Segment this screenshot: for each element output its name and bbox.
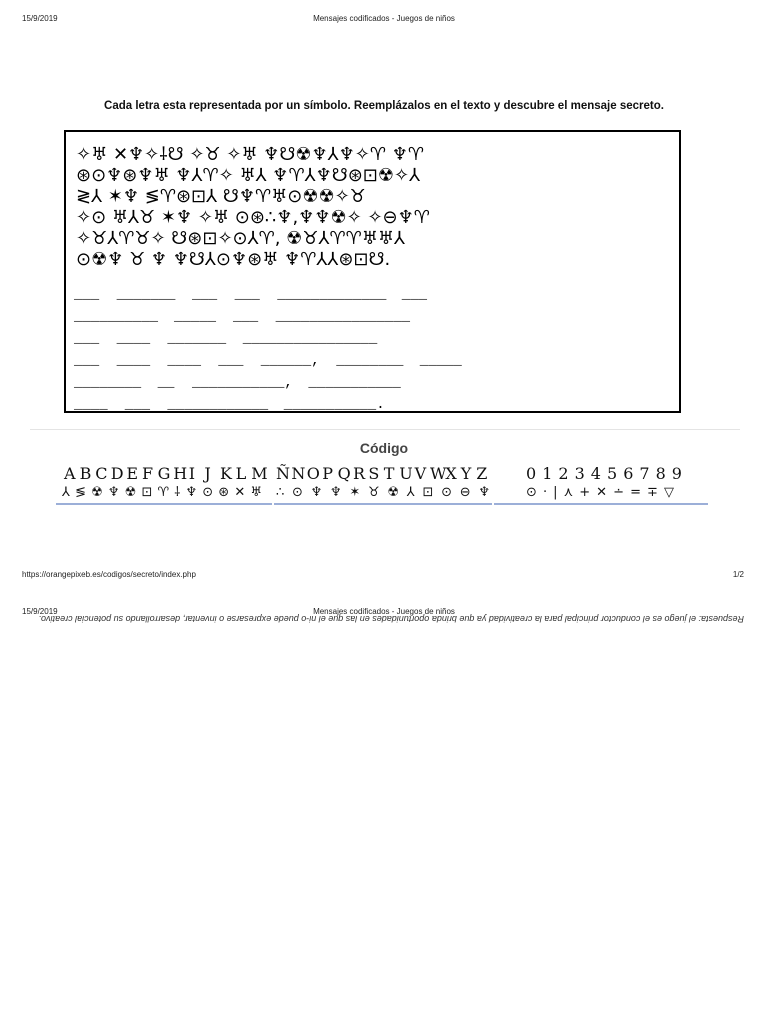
puzzle-box xyxy=(64,130,681,413)
code-letter: F xyxy=(142,464,154,483)
page2-date: 15/9/2019 xyxy=(22,607,58,616)
code-letter: S xyxy=(368,464,380,483)
answer-blank-word: ____ xyxy=(116,353,151,369)
code-letter: M xyxy=(251,464,268,483)
code-letter: G xyxy=(157,464,171,483)
code-symbols-3: ⊙·|⋏+✕∸=∓▽ xyxy=(526,485,674,500)
footer-page: 1/2 xyxy=(732,570,744,579)
answer-blank-word: ___ xyxy=(234,287,260,303)
answer-blank-word: _____ xyxy=(419,353,462,369)
answer-blank-word: ____________ xyxy=(167,397,269,411)
cipher-line: ✧♅ ✕♆✧⸸☋ ✧♉ ✧♅ ♆☋☢♆⅄♆✧♈ ♆♈ xyxy=(76,144,425,165)
answer-blank-word: ___ xyxy=(233,309,259,325)
answer-blank-word: ______, xyxy=(260,353,320,369)
answer-blank-word: _____ xyxy=(174,309,217,325)
code-letter: W xyxy=(430,464,447,483)
answer-blank-word: ___ xyxy=(401,287,428,303)
code-letter: 9 xyxy=(671,464,682,483)
code-letter: 6 xyxy=(623,464,634,483)
answer-blank-word: ___________ xyxy=(308,375,401,391)
answer-blank-word: _______ xyxy=(116,287,176,303)
answer-blank-word: ____ xyxy=(74,397,108,411)
answer-blank-word: ____ xyxy=(116,331,151,347)
answer-blank-word: ___ xyxy=(74,287,100,303)
code-letter: N xyxy=(291,464,306,483)
code-symbols-2: ∴⊙♆♆✶♉☢⅄⊡⊙⊖♆ xyxy=(276,485,490,500)
code-letter: C xyxy=(95,464,108,483)
code-letter: L xyxy=(235,464,247,483)
code-symbols-1: ⅄≶☢♆☢⊡♈⸸♆⊙⊛✕♅ xyxy=(62,485,262,500)
cipher-line: ✧♉⅄♈♉✧ ☋⊛⊡✧⊙⅄♈, ☢♉⅄♈♈♅♅⅄ xyxy=(76,228,405,249)
code-letter: Y xyxy=(460,464,472,483)
code-letter: Q xyxy=(337,464,351,483)
answer-blank-word: ___ xyxy=(218,353,244,369)
code-letter: X xyxy=(445,464,457,483)
header-date: 15/9/2019 xyxy=(22,14,58,23)
answer-blanks xyxy=(66,132,679,411)
code-letter: U xyxy=(399,464,413,483)
code-letter: J xyxy=(204,464,211,483)
answer-blank-word: ___________. xyxy=(283,397,385,411)
codigo-title: Código xyxy=(359,440,409,456)
code-letter: K xyxy=(220,464,232,483)
answer-blank-word: ________ xyxy=(336,353,404,369)
code-letter: I xyxy=(188,464,196,483)
code-letter: T xyxy=(383,464,395,483)
separator xyxy=(30,429,740,430)
answer-blank-word: ________________ xyxy=(275,309,411,325)
answer-blank-word: ___ xyxy=(74,331,100,347)
answer-blank-word: __ xyxy=(157,375,175,391)
cipher-line: ✧⊙ ♅⅄♉ ✶♆ ✧♅ ⊙⊛∴♆,♆♆☢✧ ✧⊖♆♈ xyxy=(76,207,430,228)
code-letter: H xyxy=(173,464,188,483)
answer-blank-word: ___ xyxy=(124,397,151,411)
instruction-text: Cada letra esta representada por un símbolo. Reemplázalos en el texto y descubre el mensaje secreto. xyxy=(104,100,664,112)
footer-url[interactable]: https://orangepixeb.es/codigos/secreto/index.php xyxy=(22,570,196,579)
answer-blank-word: ________________ xyxy=(242,331,378,347)
code-letter: 1 xyxy=(542,464,553,483)
code-letter: Z xyxy=(476,464,488,483)
code-letter: Ñ xyxy=(276,464,290,483)
code-letter: 8 xyxy=(655,464,666,483)
code-letter: A xyxy=(64,464,76,483)
code-letter: B xyxy=(79,464,92,483)
answer-blank-word: _____________ xyxy=(277,287,387,303)
cipher-line: ⊛⊙♆⊛♆♅ ♆⅄♈✧ ♅⅄ ♆♈⅄♆☋⊛⊡☢✧⅄ xyxy=(76,165,421,186)
answer-blank-word: _______ xyxy=(167,331,227,347)
code-letter: 5 xyxy=(607,464,618,483)
answer-blank-word: ____ xyxy=(167,353,202,369)
code-letter: P xyxy=(322,464,333,483)
code-letter: E xyxy=(126,464,139,483)
answer-blank-word: ___ xyxy=(74,353,100,369)
code-letter: D xyxy=(110,464,124,483)
code-letter: 4 xyxy=(590,464,601,483)
code-letter: 3 xyxy=(574,464,585,483)
page2-title: Mensajes codificados - Juegos de niños xyxy=(313,607,455,616)
answer-blank-word: ___ xyxy=(192,287,218,303)
answer-blank-word: ________ xyxy=(74,375,142,391)
code-letter: 0 xyxy=(526,464,537,483)
code-letter: 7 xyxy=(639,464,650,483)
code-letter: V xyxy=(414,464,427,483)
answer-blank-word: __________ xyxy=(74,309,159,325)
code-letter: R xyxy=(353,464,366,483)
header-title: Mensajes codificados - Juegos de niños xyxy=(313,14,455,23)
cipher-line: ≷⅄ ✶♆ ≶♈⊛⊡⅄ ☋♆♈♅⊙☢☢✧♉ xyxy=(76,186,366,207)
cipher-line: ⊙☢♆ ♉ ♆ ♆☋⅄⊙♆⊛♅ ♆♈⅄⅄⊛⊡☋. xyxy=(76,249,391,270)
code-table xyxy=(56,462,716,508)
code-letter: 2 xyxy=(558,464,569,483)
code-letter: O xyxy=(306,464,320,483)
answer-text: Respuesta: el juego es el conductor principal para la creatividad ya que brinda oportunidades en las que el ni-o puede expresarse o inventar, desarrollando su potencial creativo. xyxy=(38,614,744,624)
answer-blank-word: ___________, xyxy=(192,375,293,391)
